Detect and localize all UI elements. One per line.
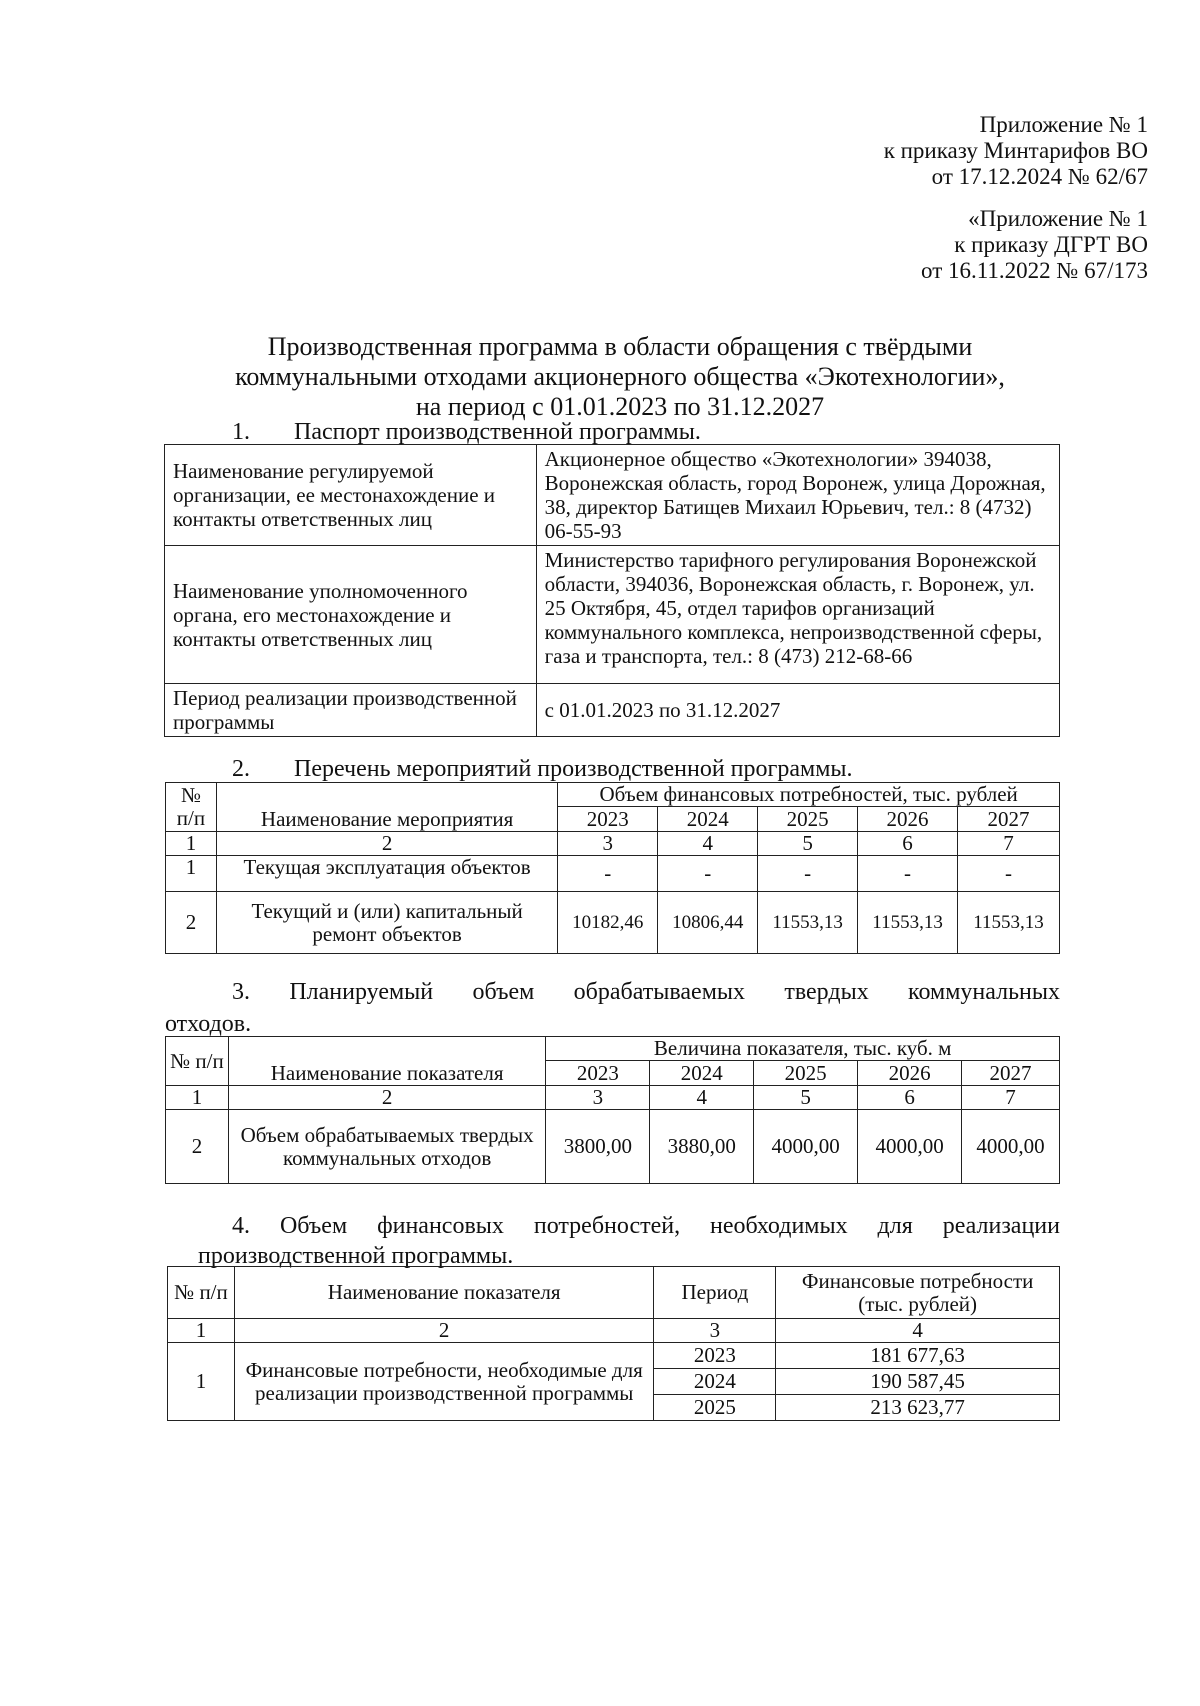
- header-year: 2027: [962, 1061, 1060, 1086]
- appendix-current-line1: Приложение № 1: [979, 112, 1148, 137]
- row-value: -: [758, 856, 858, 892]
- appendix-original: [921, 206, 1148, 284]
- header-year: 2024: [650, 1061, 754, 1086]
- index-cell: 6: [858, 1086, 962, 1110]
- table-row: [166, 892, 1060, 954]
- document-title: [180, 332, 1060, 422]
- header-year: 2024: [658, 807, 758, 832]
- section1-heading: [232, 418, 701, 446]
- row-num: 1: [168, 1343, 235, 1421]
- header-year: 2023: [546, 1061, 650, 1086]
- index-row: [166, 1086, 1060, 1110]
- appendix-current-line2: к приказу Минтарифов ВО: [883, 138, 1148, 163]
- section3-heading: [232, 978, 1060, 1006]
- activities-table: [165, 782, 1060, 954]
- row-value: -: [658, 856, 758, 892]
- index-cell: 7: [958, 832, 1060, 856]
- row-name: Финансовые потребности, необходимые для реализации производственной программы: [234, 1343, 653, 1421]
- section1-number: 1.: [232, 419, 250, 445]
- passport-value: с 01.01.2023 по 31.12.2027: [536, 684, 1059, 737]
- table-row: [166, 856, 1060, 892]
- appendix-original-line1: «Приложение № 1: [968, 206, 1148, 231]
- index-cell: 5: [758, 832, 858, 856]
- header-year: 2027: [958, 807, 1060, 832]
- section4-number: 4.: [232, 1213, 250, 1239]
- header-financial-needs: Финансовые потребности (тыс. рублей): [776, 1267, 1060, 1319]
- passport-label: Период реализации производственной программы: [165, 684, 537, 737]
- section2-title: Перечень мероприятий производственной программы.: [294, 756, 853, 782]
- table-row: [168, 1343, 1060, 1369]
- row-value: 11553,13: [958, 892, 1060, 954]
- header-name: Наименование показателя: [234, 1267, 653, 1319]
- row-value: -: [858, 856, 958, 892]
- header-name: Наименование мероприятия: [216, 783, 557, 832]
- section4-heading: [232, 1212, 1060, 1240]
- appendix-original-line3: от 16.11.2022 № 67/173: [921, 258, 1148, 283]
- header-year: 2025: [754, 1061, 858, 1086]
- row-num: 2: [166, 892, 217, 954]
- header-year: 2023: [558, 807, 658, 832]
- header-num: № п/п: [168, 1267, 235, 1319]
- passport-table: [164, 444, 1060, 737]
- title-line1: Производственная программа в области обращения с твёрдыми: [267, 332, 973, 361]
- section1-title: Паспорт производственной программы.: [294, 419, 701, 445]
- row-name: Объем обрабатываемых твердых коммунальных отходов: [228, 1110, 546, 1184]
- title-line2: коммунальными отходами акционерного общества «Экотехнологии»,: [235, 362, 1005, 391]
- table-row: [165, 546, 1060, 684]
- row-value: -: [958, 856, 1060, 892]
- index-cell: 7: [962, 1086, 1060, 1110]
- table-header-row: [166, 1037, 1060, 1061]
- row-amount: 190 587,45: [776, 1369, 1060, 1395]
- row-value: 10182,46: [558, 892, 658, 954]
- header-name: Наименование показателя: [228, 1037, 546, 1086]
- index-cell: 4: [658, 832, 758, 856]
- section3-title-line1: Планируемый объем обрабатываемых твердых коммунальных: [289, 979, 1060, 1005]
- table-row: [165, 684, 1060, 737]
- section2-number: 2.: [232, 756, 250, 782]
- table-header-row: [166, 783, 1060, 807]
- row-value: 10806,44: [658, 892, 758, 954]
- passport-value: Акционерное общество «Экотехнологии» 394038, Воронежская область, город Воронеж, улица Дорожная, 38, директор Батищев Михаил Юрьевич, тел.: 8 (4732) 06-55-93: [536, 445, 1059, 546]
- row-period: 2025: [654, 1395, 776, 1421]
- index-cell: 3: [654, 1319, 776, 1343]
- table-row: [166, 1110, 1060, 1184]
- passport-label: Наименование регулируемой организации, ее местонахождение и контакты ответственных лиц: [165, 445, 537, 546]
- passport-label: Наименование уполномоченного органа, его местонахождение и контакты ответственных лиц: [165, 546, 537, 684]
- section4-title-line2: производственной программы.: [198, 1243, 514, 1269]
- index-cell: 2: [234, 1319, 653, 1343]
- row-value: -: [558, 856, 658, 892]
- table-header-row: [168, 1267, 1060, 1319]
- row-name: Текущая эксплуатация объектов: [216, 856, 557, 892]
- appendix-current: [884, 112, 1148, 190]
- index-cell: 1: [168, 1319, 235, 1343]
- header-group: Величина показателя, тыс. куб. м: [546, 1037, 1060, 1061]
- passport-value: Министерство тарифного регулирования Воронежской области, 394036, Воронежская область, г. Воронеж, ул. 25 Октября, 45, отдел тарифов организаций коммунального комплекса, непроизводственной сферы, газа и транспорта, тел.: 8 (473) 212-68-66: [536, 546, 1059, 684]
- waste-volume-table: [165, 1036, 1060, 1184]
- row-name: Текущий и (или) капитальный ремонт объектов: [216, 892, 557, 954]
- header-num: № п/п: [166, 1037, 229, 1086]
- index-cell: 4: [650, 1086, 754, 1110]
- row-amount: 181 677,63: [776, 1343, 1060, 1369]
- appendix-current-line3: от 17.12.2024 № 62/67: [931, 164, 1148, 189]
- index-cell: 4: [776, 1319, 1060, 1343]
- index-cell: 1: [166, 1086, 229, 1110]
- index-cell: 1: [166, 832, 217, 856]
- row-value: 11553,13: [858, 892, 958, 954]
- row-value: 3880,00: [650, 1110, 754, 1184]
- header-year: 2025: [758, 807, 858, 832]
- row-value: 4000,00: [962, 1110, 1060, 1184]
- row-value: 3800,00: [546, 1110, 650, 1184]
- section4-title-line1: Объем финансовых потребностей, необходимых для реализации: [279, 1213, 1060, 1239]
- section2-heading: [232, 755, 853, 783]
- row-amount: 213 623,77: [776, 1395, 1060, 1421]
- index-cell: 2: [216, 832, 557, 856]
- row-value: 4000,00: [858, 1110, 962, 1184]
- title-line3: на период с 01.01.2023 по 31.12.2027: [415, 392, 825, 421]
- section3-number: 3.: [232, 979, 250, 1005]
- row-value: 11553,13: [758, 892, 858, 954]
- index-cell: 3: [546, 1086, 650, 1110]
- appendix-original-line2: к приказу ДГРТ ВО: [954, 232, 1148, 257]
- header-group: Объем финансовых потребностей, тыс. рублей: [558, 783, 1060, 807]
- row-period: 2024: [654, 1369, 776, 1395]
- index-row: [168, 1319, 1060, 1343]
- row-num: 2: [166, 1110, 229, 1184]
- header-num: № п/п: [166, 783, 217, 832]
- index-cell: 2: [228, 1086, 546, 1110]
- index-cell: 3: [558, 832, 658, 856]
- index-row: [166, 832, 1060, 856]
- index-cell: 5: [754, 1086, 858, 1110]
- row-value: 4000,00: [754, 1110, 858, 1184]
- table-row: [165, 445, 1060, 546]
- row-period: 2023: [654, 1343, 776, 1369]
- row-num: 1: [166, 856, 217, 892]
- index-cell: 6: [858, 832, 958, 856]
- section3-title-line2: отходов.: [165, 1011, 252, 1037]
- header-period: Период: [654, 1267, 776, 1319]
- financial-needs-table: [167, 1266, 1060, 1421]
- header-year: 2026: [858, 807, 958, 832]
- header-year: 2026: [858, 1061, 962, 1086]
